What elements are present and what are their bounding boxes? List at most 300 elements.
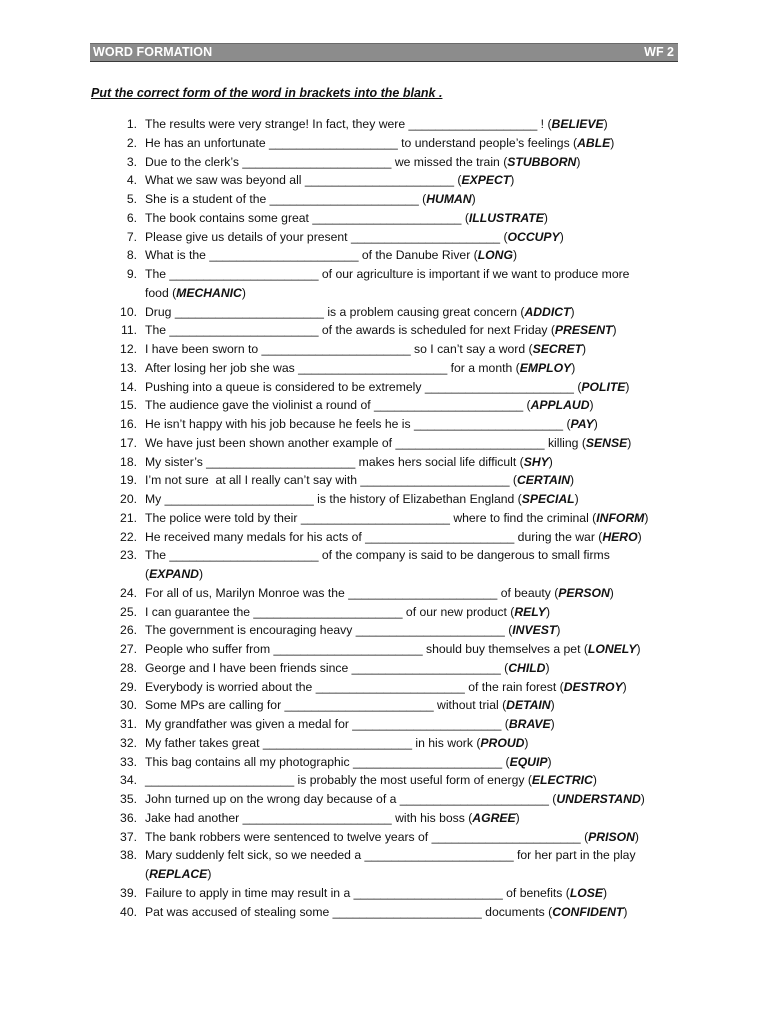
sentence-text: Jake had another (145, 810, 243, 825)
sentence-text: Failure to apply in time may result in a (145, 885, 354, 900)
item-number: 26. (120, 623, 137, 638)
sentence-text: She is a student of the (145, 192, 270, 206)
closing-bracket: ) (510, 173, 515, 188)
cue-word: PAY (570, 417, 594, 431)
sentence-line (145, 846, 684, 865)
item-number: 2. (126, 135, 137, 150)
sentence-text: Pat was accused of stealing some (145, 904, 333, 919)
item-number: 39. (120, 885, 137, 900)
sentence-line (145, 115, 684, 134)
closing-bracket: ) (571, 360, 576, 375)
cue-word: HUMAN (426, 192, 472, 206)
item-sentence (137, 790, 684, 809)
sentence-text-blank: ______________________ ( (312, 210, 469, 225)
exercise-item (104, 321, 684, 340)
closing-bracket: ) (627, 435, 632, 450)
exercise-item (104, 584, 684, 603)
cue-word: STUBBORN (507, 154, 577, 169)
sentence-text: George and I have been friends since (145, 660, 352, 675)
sentence-line (145, 790, 684, 809)
item-number: 8. (126, 248, 137, 263)
sentence-line (145, 809, 684, 828)
closing-bracket: ) (634, 829, 639, 844)
closing-bracket: ) (623, 904, 628, 919)
closing-bracket: ) (550, 717, 555, 731)
item-number: 7. (126, 229, 137, 244)
item-number: 12. (120, 342, 137, 356)
sentence-text-blank: ______________________ ( (374, 398, 531, 413)
sentence-line (145, 715, 684, 734)
sentence-text: He received many medals for his acts of (145, 529, 366, 544)
sentence-line (145, 565, 684, 584)
cue-word: RELY (514, 604, 546, 619)
item-sentence (137, 771, 684, 790)
item-number: 20. (120, 492, 137, 506)
item-number: 38. (120, 848, 137, 863)
worksheet-title: WORD FORMATION (93, 45, 213, 59)
item-sentence (137, 884, 684, 903)
exercise-item (104, 509, 684, 528)
cue-word: BELIEVE (551, 117, 604, 131)
item-sentence (137, 134, 684, 153)
sentence-text-blank: ______________________ where to find the criminal ( (300, 510, 597, 525)
cue-word: SHY (523, 454, 549, 469)
sentence-text: Mary suddenly felt sick, so we needed a (145, 848, 365, 863)
sentence-text-blank: ______________________ makes hers social life difficult ( (206, 454, 524, 469)
closing-bracket: ) (241, 285, 246, 300)
item-sentence (137, 453, 684, 472)
closing-bracket: ) (570, 473, 575, 488)
item-number: 1. (126, 117, 137, 131)
sentence-text-blank: ______________________ of the rain forest ( (315, 679, 564, 694)
cue-word: HERO (602, 529, 638, 544)
sentence-line (145, 359, 684, 378)
item-sentence (137, 753, 684, 772)
sentence-text-blank: ___________________ to understand people’s feelings ( (269, 135, 578, 150)
sentence-text-blank: ______________________ with his boss ( (242, 810, 473, 825)
cue-word: PROUD (480, 735, 525, 750)
exercise-item (104, 903, 684, 922)
item-sentence (137, 828, 684, 847)
sentence-text-blank: ______________________ of the company is said to be dangerous to small firms (169, 548, 610, 563)
sentence-text: Some MPs are calling for (145, 698, 285, 713)
cue-word: LOSE (569, 885, 604, 900)
item-sentence (137, 265, 684, 303)
sentence-line (145, 171, 684, 190)
exercise-item (104, 453, 684, 472)
sentence-line (145, 265, 684, 284)
sentence-text-blank: ______________________ ( (360, 473, 517, 488)
sentence-text-blank: ______________________ ( (355, 623, 513, 638)
cue-word: LONG (477, 248, 513, 263)
closing-bracket: ) (636, 642, 641, 656)
sentence-text: The police were told by their (145, 510, 301, 525)
closing-bracket: ) (574, 492, 579, 506)
sentence-text: John turned up on the wrong day because of a (145, 792, 400, 806)
exercise-item (104, 790, 684, 809)
cue-word: PRESENT (554, 323, 613, 338)
sentence-text-blank: ______________________ ( (352, 717, 509, 731)
item-number: 23. (120, 548, 137, 563)
item-number: 9. (126, 267, 137, 281)
sentence-line (145, 434, 684, 453)
item-number: 6. (126, 210, 137, 225)
exercise-item (104, 415, 684, 434)
sentence-text: The (145, 323, 170, 338)
sentence-line (145, 659, 684, 678)
cue-word: ILLUSTRATE (468, 210, 544, 225)
item-number: 19. (120, 473, 137, 488)
sentence-text: food ( (145, 285, 177, 300)
closing-bracket: ) (610, 135, 615, 150)
item-number: 25. (120, 604, 137, 619)
sentence-text: My father takes great (145, 735, 263, 750)
exercise-item (104, 809, 684, 828)
cue-word: ELECTRIC (531, 773, 593, 788)
closing-bracket: ) (198, 567, 204, 581)
cue-word: REPLACE (149, 867, 208, 881)
closing-bracket: ) (524, 735, 529, 750)
sentence-line (145, 209, 684, 228)
sentence-text-blank: ______________________ ( (399, 792, 557, 806)
sentence-text-blank: ______________________ ( (304, 173, 462, 188)
item-sentence (137, 153, 684, 172)
item-number: 18. (120, 454, 137, 469)
sentence-line (145, 678, 684, 697)
item-sentence (137, 659, 684, 678)
sentence-text-blank: ______________________ ( (350, 229, 508, 244)
closing-bracket: ) (593, 417, 598, 431)
sentence-line (145, 228, 684, 247)
sentence-text-blank: ______________________ of benefits ( (353, 885, 570, 900)
closing-bracket: ) (582, 342, 587, 356)
item-sentence (137, 509, 684, 528)
cue-word: LONELY (587, 642, 637, 656)
exercise-item (104, 246, 684, 265)
item-number: 32. (120, 735, 137, 750)
sentence-line (145, 190, 684, 209)
item-number: 24. (120, 585, 137, 600)
sentence-text-blank: ______________________ killing ( (395, 435, 586, 450)
sentence-text: For all of us, Marilyn Monroe was the (145, 585, 349, 600)
item-sentence (137, 696, 684, 715)
sentence-text: What is the (145, 248, 210, 263)
sentence-text: I have been sworn to (145, 342, 262, 356)
item-number: 16. (120, 417, 137, 431)
cue-word: DETAIN (506, 698, 551, 713)
item-sentence (137, 340, 684, 359)
sentence-line (145, 415, 684, 434)
closing-bracket: ) (589, 398, 594, 413)
cue-word: AGREE (472, 810, 516, 825)
sentence-text-blank: ______________________ ( (352, 754, 510, 769)
item-sentence (137, 434, 684, 453)
exercise-item (104, 134, 684, 153)
exercise-item (104, 846, 684, 884)
item-sentence (137, 190, 684, 209)
item-sentence (137, 621, 684, 640)
item-sentence (137, 546, 684, 584)
sentence-text-blank: ______________________ ( (269, 192, 427, 206)
sentence-text: The bank robbers were sentenced to twelve years of (145, 829, 432, 844)
exercise-item (104, 265, 684, 303)
sentence-line (145, 696, 684, 715)
item-sentence (137, 396, 684, 415)
exercise-item (104, 153, 684, 172)
exercise-item (104, 734, 684, 753)
closing-bracket: ) (543, 210, 548, 225)
exercise-item (104, 359, 684, 378)
header-bar (90, 43, 678, 62)
item-number: 28. (120, 660, 137, 675)
item-number: 33. (120, 754, 137, 769)
sentence-line (145, 771, 684, 790)
exercise-item (104, 190, 684, 209)
item-sentence (137, 115, 684, 134)
item-number: 36. (120, 810, 137, 825)
sentence-line (145, 134, 684, 153)
sentence-text: After losing her job she was (145, 360, 299, 375)
sentence-text: Please give us details of your present (145, 229, 351, 244)
item-sentence (137, 846, 684, 884)
exercise-item (104, 471, 684, 490)
sentence-line (145, 621, 684, 640)
closing-bracket: ) (548, 454, 553, 469)
closing-bracket: ) (609, 585, 614, 600)
exercise-item (104, 490, 684, 509)
exercise-list (104, 115, 684, 921)
sentence-text: Everybody is worried about the (145, 679, 316, 694)
cue-word: CONFIDENT (552, 904, 624, 919)
closing-bracket: ) (570, 304, 575, 319)
closing-bracket: ) (547, 754, 552, 769)
cue-word: BRAVE (508, 717, 551, 731)
exercise-item (104, 621, 684, 640)
sentence-text: Pushing into a queue is considered to be extremely (145, 379, 425, 394)
sentence-line (145, 865, 684, 884)
exercise-item (104, 546, 684, 584)
sentence-text-blank: ______________________ is the history of Elizabethan England ( (164, 492, 522, 506)
cue-word: POLITE (581, 379, 626, 394)
sentence-text-blank: ______________________ we missed the train ( (242, 154, 508, 169)
item-sentence (137, 415, 684, 434)
sentence-text: The audience gave the violinist a round of (145, 398, 375, 413)
closing-bracket: ) (637, 529, 642, 544)
closing-bracket: ) (550, 698, 555, 713)
cue-word: APPLAUD (530, 398, 590, 413)
exercise-item (104, 115, 684, 134)
closing-bracket: ) (592, 773, 597, 788)
closing-bracket: ) (545, 604, 550, 619)
item-sentence (137, 584, 684, 603)
cue-word: ADDICT (524, 304, 571, 319)
item-number: 5. (126, 192, 137, 206)
exercise-item (104, 715, 684, 734)
sentence-text-blank: ______________________ ( (413, 417, 571, 431)
sentence-text: The results were very strange! In fact, they were (145, 117, 409, 131)
cue-word: MECHANIC (176, 285, 242, 300)
item-sentence (137, 246, 684, 265)
item-sentence (137, 490, 684, 509)
sentence-text: The (145, 267, 170, 281)
sentence-text: I’m not sure at all I really can’t say with (145, 473, 361, 488)
item-number: 35. (120, 792, 137, 806)
sentence-line (145, 603, 684, 622)
exercise-item (104, 340, 684, 359)
item-sentence (137, 715, 684, 734)
cue-word: CERTAIN (516, 473, 571, 488)
exercise-item (104, 678, 684, 697)
sentence-text-blank: ______________________ ( (424, 379, 582, 394)
cue-word: INFORM (596, 510, 645, 525)
sentence-line (145, 340, 684, 359)
cue-word: PRISON (588, 829, 635, 844)
sentence-text-blank: ______________________ of the Danube River ( (209, 248, 478, 263)
sentence-line (145, 471, 684, 490)
item-number: 30. (120, 698, 137, 713)
sentence-text: Drug (145, 304, 175, 319)
closing-bracket: ) (207, 867, 212, 881)
closing-bracket: ) (612, 323, 617, 338)
sentence-text-blank: ______________________ documents ( (332, 904, 553, 919)
cue-word: SENSE (585, 435, 628, 450)
sentence-line (145, 546, 684, 565)
item-sentence (137, 359, 684, 378)
item-sentence (137, 809, 684, 828)
sentence-line (145, 321, 684, 340)
exercise-item (104, 828, 684, 847)
item-number: 22. (120, 529, 137, 544)
item-number: 3. (126, 154, 137, 169)
sentence-text: He isn’t happy with his job because he feels he is (145, 417, 414, 431)
sentence-text: People who suffer from (145, 642, 274, 656)
closing-bracket: ) (556, 623, 561, 638)
cue-word: DESTROY (563, 679, 623, 694)
sentence-line (145, 284, 684, 303)
sentence-text: The (145, 548, 170, 563)
sentence-text-blank: ______________________ for a month ( (298, 360, 520, 375)
sentence-text-blank: ______________________ is probably the most useful form of energy ( (145, 773, 532, 788)
item-sentence (137, 528, 684, 547)
item-number: 40. (120, 904, 137, 919)
sentence-line (145, 828, 684, 847)
exercise-item (104, 228, 684, 247)
item-number: 10. (120, 304, 137, 319)
sentence-text-blank: ______________________ ( (351, 660, 509, 675)
sentence-line (145, 509, 684, 528)
cue-word: ABLE (577, 135, 611, 150)
sentence-text: What we saw was beyond all (145, 173, 305, 188)
closing-bracket: ) (512, 248, 517, 263)
item-sentence (137, 209, 684, 228)
cue-word: UNDERSTAND (556, 792, 641, 806)
item-number: 17. (120, 435, 137, 450)
sentence-line (145, 753, 684, 772)
closing-bracket: ) (625, 379, 630, 394)
item-sentence (137, 734, 684, 753)
sentence-text-blank: ______________________ ( (431, 829, 589, 844)
exercise-item (104, 659, 684, 678)
cue-word: EQUIP (509, 754, 548, 769)
sentence-text: My sister’s (145, 454, 207, 469)
item-sentence (137, 903, 684, 922)
sentence-text: My (145, 492, 165, 506)
item-number: 37. (120, 829, 137, 844)
item-sentence (137, 471, 684, 490)
sentence-text-blank: ______________________ of the awards is scheduled for next Friday ( (169, 323, 555, 338)
sentence-line (145, 734, 684, 753)
exercise-item (104, 396, 684, 415)
sentence-line (145, 153, 684, 172)
closing-bracket: ) (644, 510, 649, 525)
item-sentence (137, 228, 684, 247)
exercise-item (104, 640, 684, 659)
sentence-line (145, 584, 684, 603)
sentence-line (145, 528, 684, 547)
exercise-item (104, 378, 684, 397)
item-sentence (137, 640, 684, 659)
cue-word: CHILD (508, 660, 546, 675)
closing-bracket: ) (515, 810, 520, 825)
sentence-text: He has an unfortunate (145, 135, 269, 150)
sentence-text-blank: ______________________ so I can’t say a word ( (261, 342, 533, 356)
sentence-text-blank: ______________________ of beauty ( (348, 585, 559, 600)
exercise-item (104, 434, 684, 453)
closing-bracket: ) (603, 117, 608, 131)
item-sentence (137, 603, 684, 622)
item-sentence (137, 321, 684, 340)
sentence-text-blank: ______________________ is a problem causing great concern ( (174, 304, 525, 319)
cue-word: EXPAND (149, 567, 199, 581)
exercise-item (104, 884, 684, 903)
cue-word: PERSON (558, 585, 610, 600)
item-number: 27. (120, 642, 137, 656)
sentence-text-blank: ______________________ without trial ( (284, 698, 507, 713)
item-number: 21. (120, 510, 137, 525)
item-number: 31. (120, 717, 137, 731)
sentence-text-blank: ___________________ ! ( (408, 117, 552, 131)
item-number: 13. (120, 360, 137, 375)
exercise-item (104, 171, 684, 190)
sentence-text-blank: ______________________ should buy themselves a pet ( (273, 642, 588, 656)
sentence-line (145, 453, 684, 472)
sentence-text: ( (145, 867, 150, 881)
exercise-item (104, 603, 684, 622)
closing-bracket: ) (559, 229, 564, 244)
cue-word: SPECIAL (521, 492, 575, 506)
worksheet-code: WF 2 (644, 45, 674, 59)
item-sentence (137, 678, 684, 697)
sentence-line (145, 303, 684, 322)
item-number: 4. (126, 173, 137, 188)
cue-word: EMPLOY (519, 360, 572, 375)
cue-word: SECRET (532, 342, 583, 356)
sentence-text: The government is encouraging heavy (145, 623, 356, 638)
closing-bracket: ) (576, 154, 581, 169)
sentence-text: Due to the clerk’s (145, 154, 243, 169)
exercise-item (104, 771, 684, 790)
sentence-text-blank: ______________________ of our agriculture is important if we want to produce more (169, 267, 630, 281)
sentence-text-blank: ______________________ in his work ( (262, 735, 481, 750)
closing-bracket: ) (640, 792, 645, 806)
exercise-item (104, 528, 684, 547)
sentence-text-blank: ______________________ for her part in the play (364, 848, 636, 863)
sentence-line (145, 490, 684, 509)
closing-bracket: ) (545, 660, 550, 675)
closing-bracket: ) (622, 679, 627, 694)
item-number: 14. (120, 379, 137, 394)
sentence-text: This bag contains all my photographic (145, 754, 353, 769)
